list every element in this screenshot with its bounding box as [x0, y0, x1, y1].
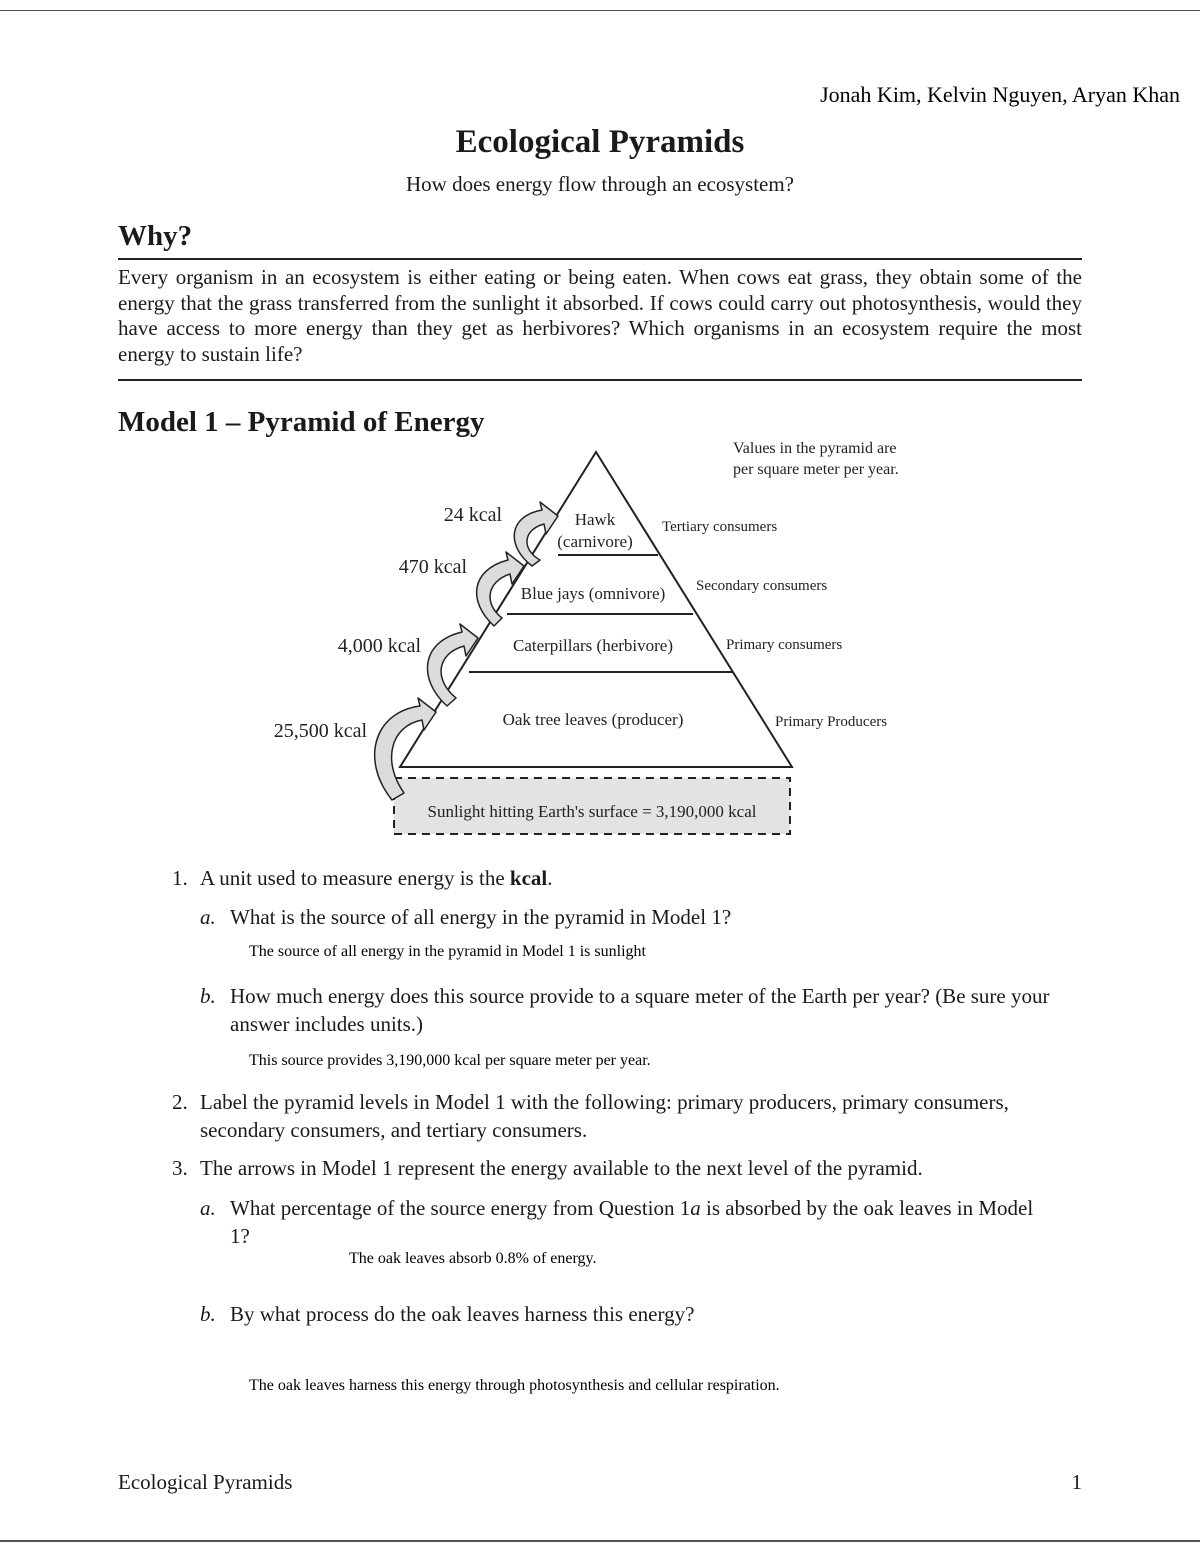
note-line-1: Values in the pyramid are: [733, 440, 897, 457]
question-3a-text: What percentage of the source energy from Question 1: [230, 1196, 691, 1220]
question-3b-text: By what process do the oak leaves harness this energy?: [230, 1302, 695, 1326]
note-line-2: per square meter per year.: [733, 461, 899, 478]
question-3a-end: is absorbed by the oak leaves in Model 1?: [230, 1196, 1034, 1248]
answer-1a: The source of all energy in the pyramid in Model 1 is sunlight: [249, 943, 646, 960]
label-primary-consumers: Primary consumers: [726, 637, 843, 653]
question-1b-letter: b.: [200, 984, 216, 1008]
label-primary-producers: Primary Producers: [775, 714, 888, 730]
bottom-border: [0, 1540, 1200, 1542]
question-1a: [200, 903, 1080, 931]
question-1: [172, 864, 1080, 892]
question-1-number: 1.: [172, 866, 188, 890]
question-2-number: 2.: [172, 1090, 188, 1114]
sunlight-label: Sunlight hitting Earth's surface = 3,190,000 kcal: [427, 802, 757, 821]
question-3a: [200, 1194, 1050, 1250]
question-1b: [200, 982, 1080, 1038]
level-name-bluejays: Blue jays (omnivore): [520, 584, 666, 603]
question-3-text: The arrows in Model 1 represent the energy available to the next level of the pyramid.: [200, 1156, 923, 1180]
level-name-hawk: Hawk: [574, 510, 616, 529]
footer-title: Ecological Pyramids: [118, 1470, 293, 1494]
question-2-text: Label the pyramid levels in Model 1 with the following: primary producers, primary consumers, secondary consumers, and tertiary consumers.: [200, 1090, 1009, 1142]
question-1a-letter: a.: [200, 905, 216, 929]
level-name-caterpillars: Caterpillars (herbivore): [512, 636, 674, 655]
question-3a-letter: a.: [200, 1196, 216, 1220]
question-3: [172, 1154, 1080, 1182]
answer-1b: This source provides 3,190,000 kcal per square meter per year.: [249, 1052, 651, 1069]
question-1-bold: kcal: [509, 866, 548, 890]
energy-bluejays: 470 kcal: [398, 556, 467, 578]
question-3a-italic: a: [690, 1196, 701, 1220]
energy-oak: 25,500 kcal: [273, 720, 367, 742]
energy-hawk: 24 kcal: [443, 504, 502, 526]
level-name-hawk-sub: (carnivore): [557, 532, 633, 551]
question-3b-letter: b.: [200, 1302, 216, 1326]
question-1b-text: How much energy does this source provide to a square meter of the Earth per year? (Be sure your answer includes units.): [230, 984, 1050, 1036]
page-subtitle: How does energy flow through an ecosystem?: [405, 172, 795, 196]
question-3b: [200, 1300, 1080, 1328]
label-tertiary: Tertiary consumers: [662, 519, 778, 535]
answer-3b: The oak leaves harness this energy through photosynthesis and cellular respiration.: [249, 1377, 780, 1394]
why-heading: Why?: [118, 220, 193, 252]
why-paragraph: Every organism in an ecosystem is either eating or being eaten. When cows eat grass, they obtain some of the energy that the grass transferred from the sunlight it absorbed. If cows could carry out photosynthesis, would they have access to more energy than they get as herbivores? Which organisms in an ecosystem require the most energy to sustain life?: [118, 265, 1082, 366]
question-1-end: .: [547, 866, 553, 890]
model-heading: Model 1 – Pyramid of Energy: [118, 406, 485, 438]
question-3-number: 3.: [172, 1156, 188, 1180]
page-number: 1: [1071, 1470, 1082, 1494]
answer-3a: The oak leaves absorb 0.8% of energy.: [349, 1250, 597, 1267]
label-secondary: Secondary consumers: [696, 578, 828, 594]
page-title: Ecological Pyramids: [455, 124, 745, 160]
question-2: [172, 1088, 1080, 1144]
energy-caterpillars: 4,000 kcal: [337, 635, 421, 657]
question-1a-text: What is the source of all energy in the pyramid in Model 1?: [230, 905, 732, 929]
question-1-text: A unit used to measure energy is the: [200, 866, 510, 890]
authors: Jonah Kim, Kelvin Nguyen, Aryan Khan: [820, 82, 1180, 107]
level-name-oak: Oak tree leaves (producer): [502, 710, 684, 729]
